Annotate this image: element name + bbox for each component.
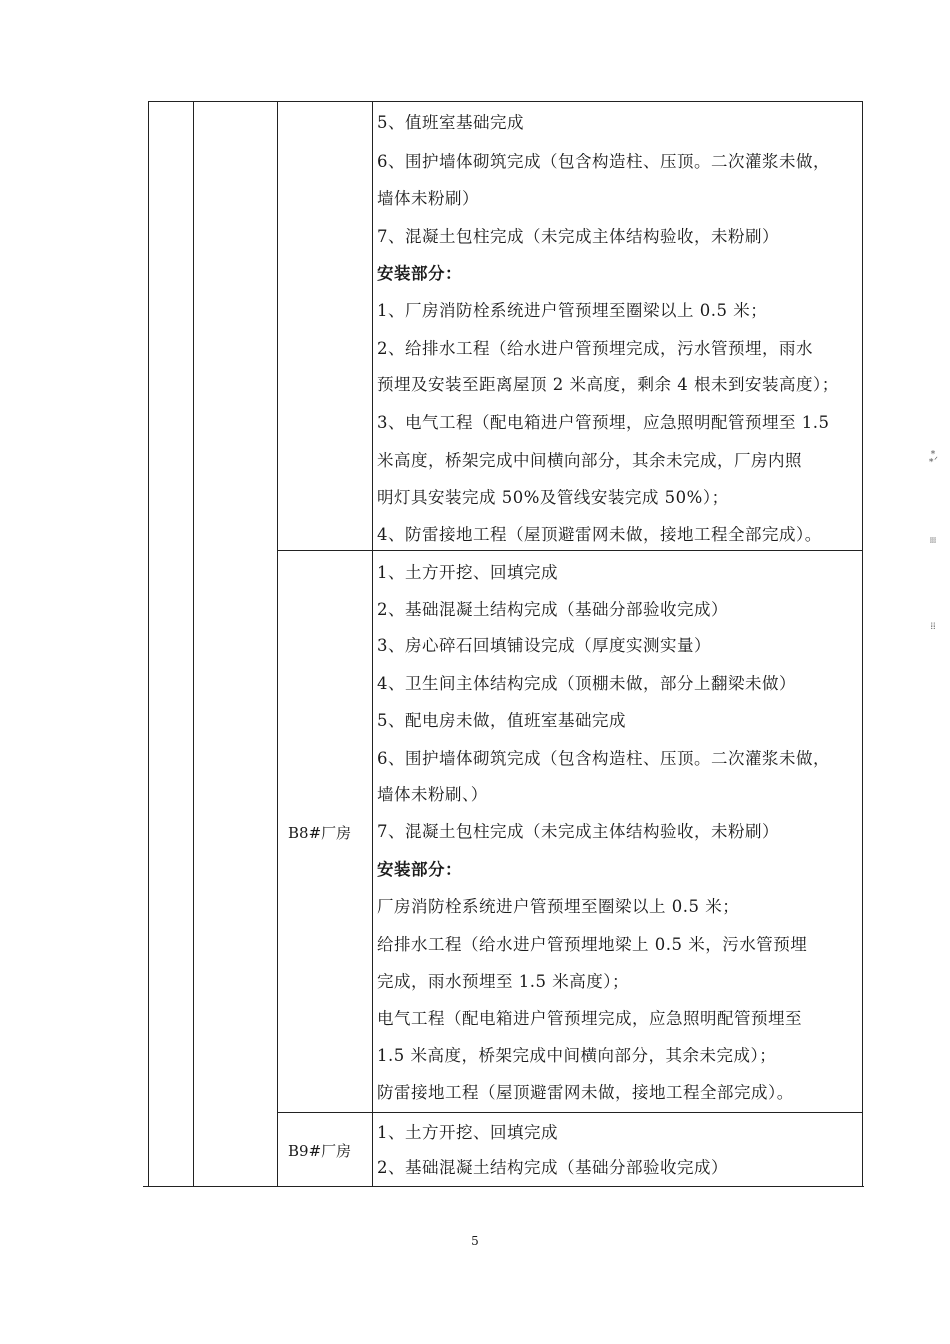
text-line: 6、围护墙体砌筑完成（包含构造柱、压顶。二次灌浆未做， (377, 749, 830, 768)
text-line: 厂房消防栓系统进户管预埋至圈梁以上 0.5 米； (377, 897, 740, 916)
text-line: 给排水工程（给水进户管预埋地梁上 0.5 米，污水管预埋 (377, 935, 808, 954)
margin-mark: * ∗ᐟ (928, 450, 938, 466)
text-line: 明灯具安装完成 50%及管线安装完成 50%）； (377, 488, 729, 507)
text-line: 墙体未粉刷） (377, 189, 479, 208)
column-border-1 (148, 101, 149, 1186)
text-line: 2、基础混凝土结构完成（基础分部验收完成） (377, 1158, 728, 1177)
column-border-4 (372, 101, 373, 1186)
text-line: 3、电气工程（配电箱进户管预埋，应急照明配管预埋至 1.5 (377, 413, 830, 432)
text-line: 7、混凝土包柱完成（未完成主体结构验收，未粉刷） (377, 227, 779, 246)
text-line: 5、值班室基础完成 (377, 113, 524, 132)
section-heading: 安装部分： (377, 860, 462, 879)
margin-mark: ⁞⁞ (930, 622, 936, 632)
text-line: 4、防雷接地工程（屋顶避雷网未做，接地工程全部完成）。 (377, 525, 822, 544)
text-line: 墙体未粉刷、） (377, 785, 488, 804)
row-divider-b8 (277, 550, 863, 551)
row-label-b9: B9#厂房 (288, 1142, 352, 1160)
table-top-border (148, 101, 863, 102)
text-line: 1、厂房消防栓系统进户管预埋至圈梁以上 0.5 米； (377, 301, 768, 320)
text-line: 5、配电房未做，值班室基础完成 (377, 711, 626, 730)
text-line: 2、基础混凝土结构完成（基础分部验收完成） (377, 600, 728, 619)
text-line: 防雷接地工程（屋顶避雷网未做，接地工程全部完成）。 (377, 1083, 794, 1102)
row-divider-b9 (277, 1112, 863, 1113)
text-line: 2、给排水工程（给水进户管预埋完成，污水管预埋，雨水 (377, 339, 813, 358)
text-line: 完成，雨水预埋至 1.5 米高度）； (377, 972, 629, 991)
text-line: 1、土方开挖、回填完成 (377, 1123, 558, 1142)
text-line: 1.5 米高度，桥架完成中间横向部分，其余未完成）； (377, 1046, 777, 1065)
text-line: 6、围护墙体砌筑完成（包含构造柱、压顶。二次灌浆未做， (377, 152, 830, 171)
table-bottom-border (143, 1186, 864, 1187)
row-label-b8: B8#厂房 (288, 824, 352, 842)
section-heading: 安装部分： (377, 264, 462, 283)
text-line: 3、房心碎石回填铺设完成（厚度实测实量） (377, 636, 711, 655)
column-border-3 (277, 101, 278, 1186)
text-line: 1、土方开挖、回填完成 (377, 563, 558, 582)
column-border-2 (193, 101, 194, 1186)
text-line: 7、混凝土包柱完成（未完成主体结构验收，未粉刷） (377, 822, 779, 841)
page-number: 5 (471, 1234, 479, 1248)
text-line: 预埋及安装至距离屋顶 2 米高度，剩余 4 根未到安装高度）； (377, 375, 839, 394)
text-line: 电气工程（配电箱进户管预埋完成，应急照明配管预埋至 (377, 1009, 802, 1028)
margin-mark: ፧፧፧ (929, 536, 937, 546)
text-line: 4、卫生间主体结构完成（顶棚未做，部分上翻梁未做） (377, 674, 796, 693)
table-right-border (862, 101, 863, 1186)
text-line: 米高度，桥架完成中间横向部分，其余未完成，厂房内照 (377, 451, 802, 470)
